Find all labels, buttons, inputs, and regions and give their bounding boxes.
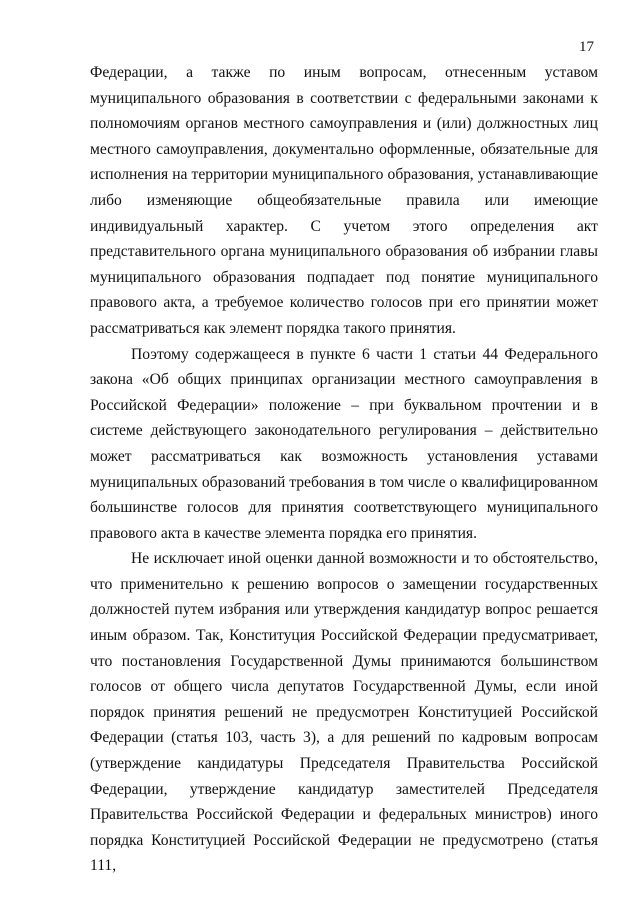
document-body [90,60,598,879]
page-number: 17 [579,39,594,55]
paragraph-1: Федерации, а также по иным вопросам, отнесенным уставом муниципального образования в соответствии с федеральными законами к полномочиям органов местного самоуправления и (или) должностных лиц местного самоуправления, документально оформленные, обязательные для исполнения на территории муниципального образования, устанавливающие либо изменяющие общеобязательные правила или имеющие индивидуальный характер. С учетом этого определения акт представительного органа муниципального образования об избрании главы муниципального образования подпадает под понятие муниципального правового акта, а требуемое количество голосов при его принятии может рассматриваться как элемент порядка такого принятия. [90,64,598,337]
paragraph-2: Поэтому содержащееся в пункте 6 части 1 статьи 44 Федерального закона «Об общих принципах организации местного самоуправления в Российской Федерации» положение – при буквальном прочтении и в системе действующего законодательного регулирования – действительно может рассматриваться как возможность установления уставами муниципальных образований требования в том числе о квалифицированном большинстве голосов для принятия соответствующего муниципального правового акта в качестве элемента порядка его принятия. [90,345,598,542]
paragraph-3: Не исключает иной оценки данной возможности и то обстоятельство, что применительно к решению вопросов о замещении государственных должностей путем избрания или утверждения кандидатур вопрос решается иным образом. Так, Конституция Российской Федерации предусматривает, что постановления Государственной Думы принимаются большинством голосов от общего числа депутатов Государственной Думы, если иной порядок принятия решений не предусмотрен Конституцией Российской Федерации (статья 103, часть 3), а для решений по кадровым вопросам (утверждение кандидатуры Председателя Правительства Российской Федерации, утверждение кандидатур заместителей Председателя Правительства Российской Федерации и федеральных министров) иного порядка Конституцией Российской Федерации не предусмотрено (статья 111, [90,550,598,875]
